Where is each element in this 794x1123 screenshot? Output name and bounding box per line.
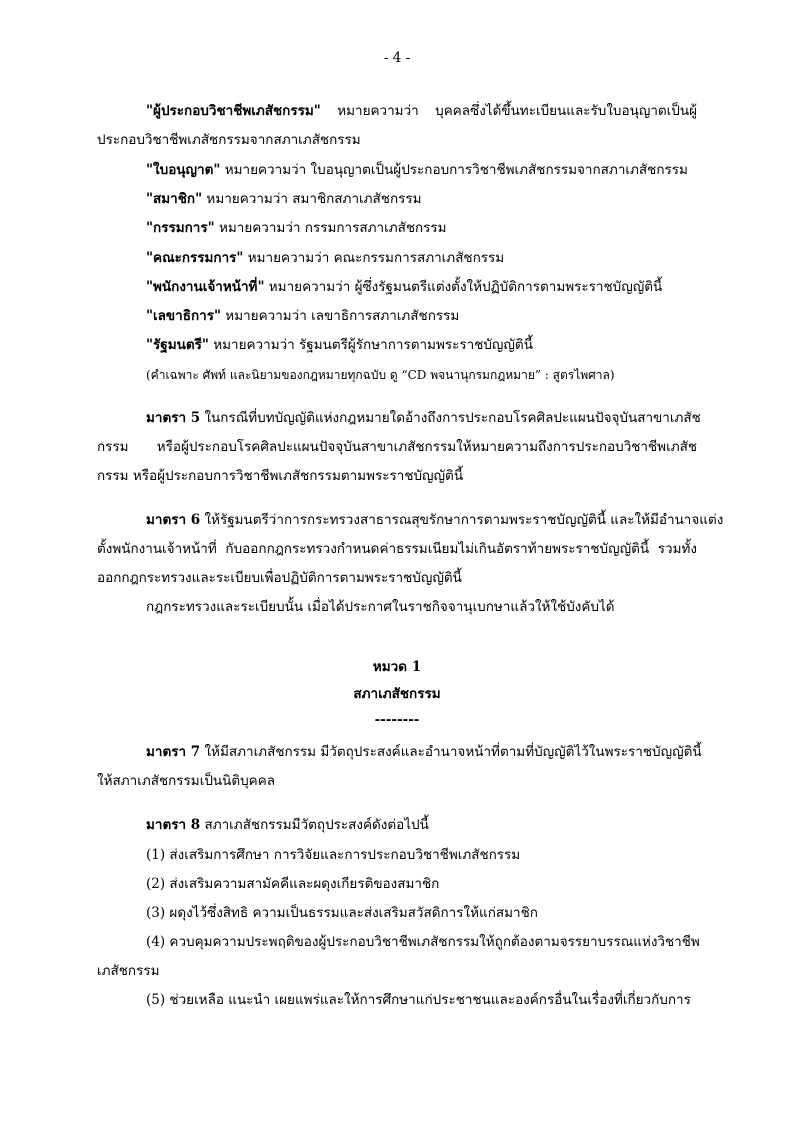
section-label: มาตรา 8 bbox=[146, 817, 201, 833]
section-5 bbox=[146, 408, 701, 428]
section-5-line-2: กรรม หรือผู้ประกอบโรคศิลปะแผนปัจจุบันสาขาเภสัชกรรมให้หมายความถึงการประกอบวิชาชีพเภสัช bbox=[97, 439, 697, 455]
definition-text: หมายความว่า รัฐมนตรีผู้รักษาการตามพระราชบัญญัตินี้ bbox=[208, 337, 533, 353]
definition-text: หมายความว่า คณะกรรมการสภาเภสัชกรรม bbox=[243, 250, 505, 266]
section-7-line-2: ให้สภาเภสัชกรรมเป็นนิติบุคคล bbox=[97, 773, 276, 789]
definition-term: "กรรมการ" bbox=[146, 220, 215, 236]
section-7 bbox=[146, 742, 702, 762]
definition-license bbox=[146, 160, 688, 180]
section-8-item-3: (3) ผดุงไว้ซึ่งสิทธิ ความเป็นธรรมและส่งเสริมสวัสดิการให้แก่สมาชิก bbox=[146, 905, 538, 921]
section-label: มาตรา 7 bbox=[146, 744, 201, 760]
definition-term: "ใบอนุญาต" bbox=[146, 162, 221, 178]
section-6 bbox=[146, 510, 724, 530]
definition-term: "รัฐมนตรี" bbox=[146, 337, 209, 353]
section-text: สภาเภสัชกรรมมีวัตถุประสงค์ดังต่อไปนี้ bbox=[200, 817, 429, 833]
section-text: ให้รัฐมนตรีว่าการกระทรวงสาธารณสุขรักษาการตามพระราชบัญญัตินี้ และให้มีอำนาจแต่ง bbox=[200, 512, 724, 528]
definition-term: "สมาชิก" bbox=[146, 191, 203, 207]
chapter-number: หมวด 1 bbox=[372, 659, 422, 675]
section-6-line-4: กฎกระทรวงและระเบียบนั้น เมื่อได้ประกาศในราชกิจจานุเบกษาแล้วให้ใช้บังคับได้ bbox=[146, 599, 615, 615]
section-label: มาตรา 5 bbox=[146, 410, 201, 426]
definition-official bbox=[146, 277, 662, 297]
definition-secretary-general bbox=[146, 306, 459, 326]
definition-committee bbox=[146, 248, 504, 268]
definition-term: "คณะกรรมการ" bbox=[146, 250, 244, 266]
section-label: มาตรา 6 bbox=[146, 512, 201, 528]
definition-text: หมายความว่า บุคคลซึ่งได้ขึ้นทะเบียนและรับใบอนุญาตเป็นผู้ bbox=[320, 103, 697, 119]
definition-term: "เลขาธิการ" bbox=[146, 308, 222, 324]
definition-term: "ผู้ประกอบวิชาชีพเภสัชกรรม" bbox=[146, 103, 321, 119]
definition-text: หมายความว่า กรรมการสภาเภสัชกรรม bbox=[214, 220, 447, 236]
section-5-line-3: กรรม หรือผู้ประกอบการวิชาชีพเภสัชกรรมตามพระราชบัญญัตินี้ bbox=[97, 468, 464, 484]
definition-minister bbox=[146, 335, 533, 355]
section-text: ในกรณีที่บทบัญญัติแห่งกฎหมายใดอ้างถึงการประกอบโรคศิลปะแผนปัจจุบันสาขาเภสัช bbox=[200, 410, 701, 426]
section-8 bbox=[146, 815, 429, 835]
definition-term: "พนักงานเจ้าหน้าที่" bbox=[146, 279, 265, 295]
chapter-divider: -------- bbox=[374, 712, 420, 728]
chapter-title: สภาเภสัชกรรม bbox=[353, 686, 441, 702]
section-6-line-3: ออกกฎกระทรวงและระเบียบเพื่อปฏิบัติการตามพระราชบัญญัตินี้ bbox=[97, 570, 462, 586]
section-text: ให้มีสภาเภสัชกรรม มีวัตถุประสงค์และอำนาจหน้าที่ตามที่บัญญัติไว้ในพระราชบัญญัตินี้ bbox=[200, 744, 702, 760]
definition-text: หมายความว่า ใบอนุญาตเป็นผู้ประกอบการวิชาชีพเภสัชกรรมจากสภาเภสัชกรรม bbox=[220, 162, 688, 178]
section-8-item-4-continuation: เภสัชกรรม bbox=[97, 963, 160, 979]
section-8-item-5: (5) ช่วยเหลือ แนะนำ เผยแพร่และให้การศึกษาแก่ประชาชนและองค์กรอื่นในเรื่องที่เกี่ยวกับการ bbox=[146, 992, 691, 1008]
section-8-item-2: (2) ส่งเสริมความสามัคคีและผดุงเกียรติของสมาชิก bbox=[146, 876, 440, 892]
definition-text: หมายความว่า ผู้ซึ่งรัฐมนตรีแต่งตั้งให้ปฏิบัติการตามพระราชบัญญัตินี้ bbox=[264, 279, 663, 295]
section-8-item-4: (4) ควบคุมความประพฤติของผู้ประกอบวิชาชีพเภสัชกรรมให้ถูกต้องตามจรรยาบรรณแห่งวิชาชีพ bbox=[146, 934, 700, 950]
definition-committee-member bbox=[146, 218, 447, 238]
section-6-line-2: ตั้งพนักงานเจ้าหน้าที่ กับออกกฎกระทรวงกำหนดค่าธรรมเนียมไม่เกินอัตราท้ายพระราชบัญญัตินี้ รวมทั้ง bbox=[97, 541, 697, 557]
definition-pharmacy-practitioner bbox=[146, 101, 697, 121]
definition-continuation: ประกอบวิชาชีพเภสัชกรรมจากสภาเภสัชกรรม bbox=[97, 132, 361, 148]
section-8-item-1: (1) ส่งเสริมการศึกษา การวิจัยและการประกอบวิชาชีพเภสัชกรรม bbox=[146, 847, 521, 863]
page-number: - 4 - bbox=[383, 50, 411, 66]
reference-note: (คำเฉพาะ ศัพท์ และนิยามของกฎหมายทุกฉบับ ดู “CD พจนานุกรมกฎหมาย” : สูตรไพศาล) bbox=[146, 368, 615, 382]
definition-text: หมายความว่า เลขาธิการสภาเภสัชกรรม bbox=[221, 308, 460, 324]
definition-member bbox=[146, 189, 422, 209]
definition-text: หมายความว่า สมาชิกสภาเภสัชกรรม bbox=[202, 191, 422, 207]
